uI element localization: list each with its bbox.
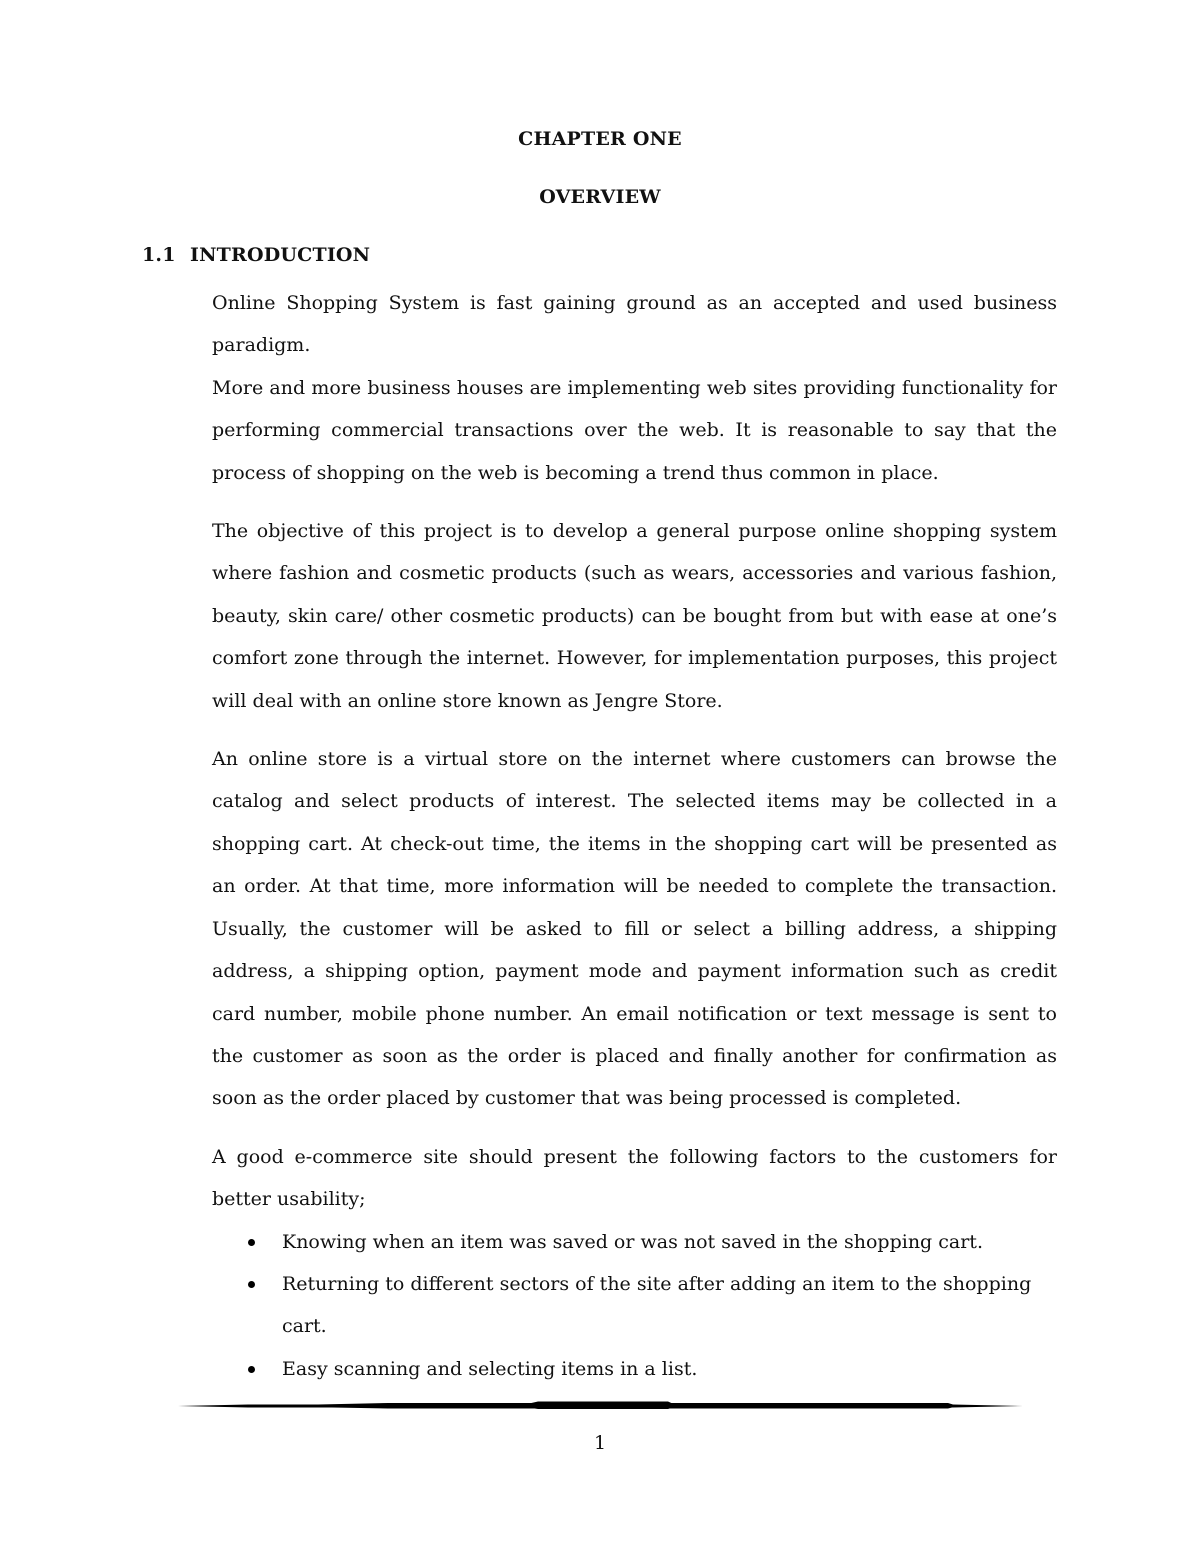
footer-divider-center (518, 1402, 678, 1410)
bullet-item: Knowing when an item was saved or was not saved in the shopping cart. (212, 1221, 1057, 1263)
bullet-item: Returning to different sectors of the site after adding an item to the shopping cart. (212, 1263, 1057, 1348)
overview-heading: OVERVIEW (539, 186, 661, 208)
paragraph-online-store: An online store is a virtual store on the internet where customers can browse the catalog and select products of interest. The selected items may be collected in a shopping cart. At check-out time, the items in the shopping cart will be presented as an order. At that time, more information will be needed to complete the transaction. Usually, the customer will be asked to fill or select a billing address, a shipping address, a shipping option, payment mode and payment information such as credit card number, mobile phone number. An email notification or text message is sent to the customer as soon as the order is placed and finally another for confirmation as soon as the order placed by customer that was being processed is completed. (212, 748, 1057, 1110)
footer-divider (178, 1400, 1023, 1412)
paragraph-intro: Online Shopping System is fast gaining ground as an accepted and used business paradigm. (212, 292, 1057, 357)
paragraph-business-houses: More and more business houses are implementing web sites providing functionality for performing commercial transactions over the web. It is reasonable to say that the process of shopping on the web is becoming a trend thus common in place. (212, 376, 1057, 484)
bullet-icon (248, 1239, 255, 1246)
paragraph-objective: The objective of this project is to develop a general purpose online shopping system where fashion and cosmetic products (such as wears, accessories and various fashion, beauty, skin care/ other cosmetic products) can be bought from but with ease at one’s comfort zone through the internet. However, for implementation purposes, this project will deal with an online store known as Jengre Store. (212, 520, 1057, 712)
section-number: 1.1 (142, 244, 176, 266)
section-title: INTRODUCTION (190, 244, 371, 266)
paragraph-usability: A good e-commerce site should present the following factors to the customers for better usability; (212, 1145, 1057, 1211)
bullet-icon (248, 1281, 255, 1288)
chapter-title: CHAPTER ONE (518, 128, 682, 150)
body-text (212, 282, 1057, 1390)
bullet-item: Easy scanning and selecting items in a list. (212, 1348, 1057, 1390)
section-heading (142, 244, 370, 266)
bullet-icon (248, 1366, 255, 1373)
usability-bullet-list (212, 1221, 1057, 1391)
page-number: 1 (593, 1432, 607, 1454)
